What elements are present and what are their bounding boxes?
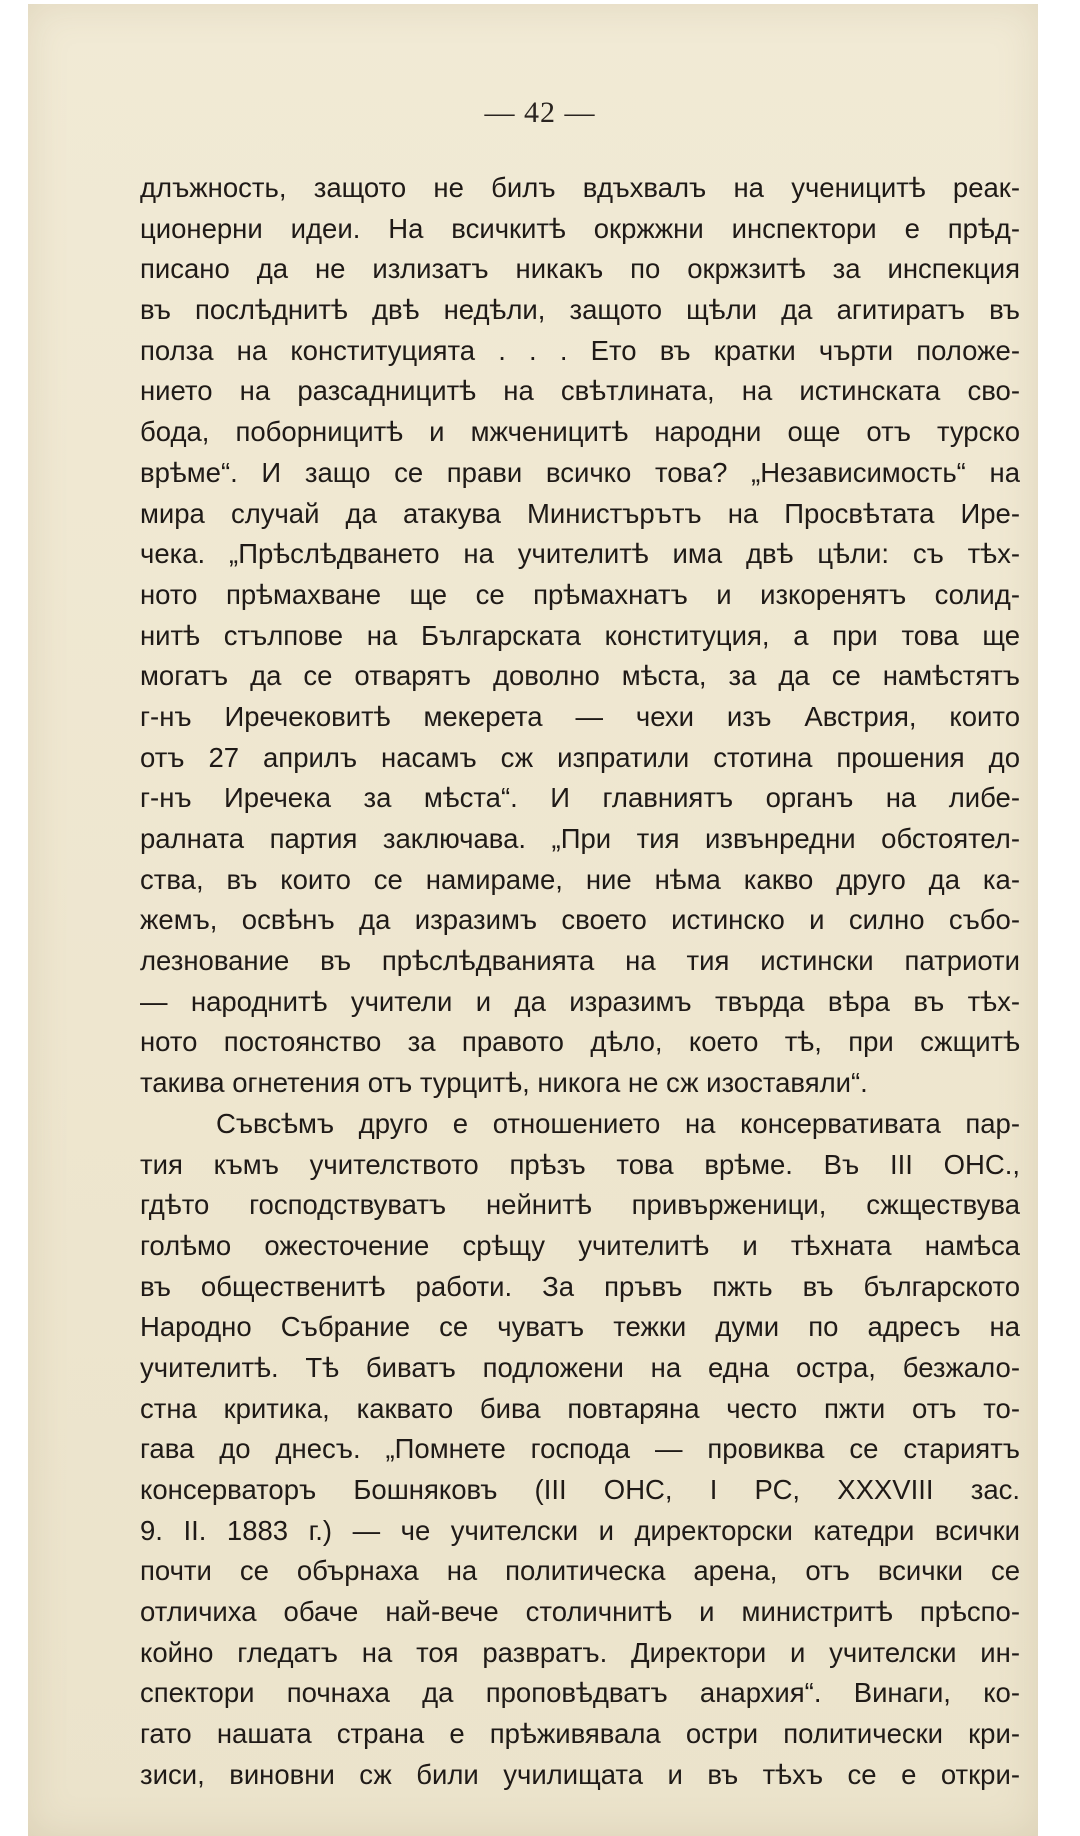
text-line: бода, поборницитѣ и мжченицитѣ народни още отъ турско (140, 416, 1020, 448)
text-line: тия къмъ учителството прѣзъ това врѣме. Въ III ОНС., (140, 1148, 1020, 1180)
text-line: лезнование въ прѣслѣдванията на тия истински патриоти (140, 945, 1020, 977)
text-line: въ послѣднитѣ двѣ недѣли, защото щѣли да агитиратъ въ (140, 294, 1020, 326)
page-number: — 42 — (484, 96, 596, 129)
text-line: отъ 27 априлъ насамъ сж изпратили стотина прошения до (140, 741, 1020, 773)
text-line: Народно Събрание се чуватъ тежки думи по адресъ на (140, 1311, 1020, 1343)
text-line: чека. „Прѣслѣдването на учителитѣ има двѣ цѣли: съ тѣх- (140, 538, 1020, 570)
text-line: — народнитѣ учители и да изразимъ твърда вѣра въ тѣх- (140, 985, 1020, 1017)
text-line: отличиха обаче най-вече столичнитѣ и министритѣ прѣспо- (140, 1596, 1020, 1628)
text-line: зиси, виновни сж били училищата и въ тѣхъ се е откри- (140, 1758, 1020, 1790)
text-line: консерваторъ Бошняковъ (III ОНС, I РС, XXXVIII зас. (140, 1474, 1020, 1505)
text-line: мира случай да атакува Министърътъ на Просвѣтата Ире- (140, 497, 1020, 529)
text-line: Съвсѣмъ друго е отношението на консервативата пар- (216, 1107, 1020, 1139)
body-text (140, 168, 1020, 1796)
text-line: полза на конституцията . . . Ето въ кратки чърти положе- (140, 334, 1020, 366)
text-line: нието на разсадницитѣ на свѣтлината, на истинската сво- (140, 375, 1020, 407)
text-line: врѣме“. И защо се прави всичко това? „Независимость“ на (140, 456, 1020, 488)
text-line: гдѣто господствуватъ нейнитѣ привърженици, сжществува (140, 1189, 1020, 1221)
text-line: нитѣ стълпове на Българската конституция, а при това ще (140, 619, 1020, 651)
text-line: голѣмо ожесточение срѣщу учителитѣ и тѣхната намѣса (140, 1229, 1020, 1261)
text-line: ционерни идеи. На всичкитѣ окржжни инспектори е прѣд- (140, 212, 1020, 244)
text-line: писано да не излизатъ никакъ по окржзитѣ за инспекция (140, 253, 1020, 285)
text-line: длъжность, защото не билъ вдъхвалъ на ученицитѣ реак- (140, 172, 1020, 203)
text-line: спектори почнаха да проповѣдватъ анархия“. Винаги, ко- (140, 1677, 1020, 1709)
text-line: г-нъ Иречековитѣ мекерета — чехи изъ Австрия, които (140, 700, 1020, 732)
text-line: ното постоянство за правото дѣло, което тѣ, при сжщитѣ (140, 1026, 1020, 1058)
text-line: почти се обърнаха на политическа арена, отъ всички се (140, 1555, 1020, 1587)
text-line: ното прѣмахване ще се прѣмахнатъ и изкоренятъ солид- (140, 578, 1020, 610)
text-line: такива огнетения отъ турцитѣ, никога не сж изоставяли“. (140, 1067, 868, 1099)
text-line: жемъ, освѣнъ да изразимъ своето истинско и силно събо- (140, 904, 1020, 936)
text-line: ралната партия заключава. „При тия извънредни обстоятел- (140, 823, 1020, 854)
text-line: г-нъ Иречека за мѣста“. И главниятъ органъ на либе- (140, 782, 1020, 814)
text-line: 9. II. 1883 г.) — че учителски и директорски катедри всички (140, 1514, 1020, 1546)
text-line: могатъ да се отварятъ доволно мѣста, за да се намѣстятъ (140, 660, 1020, 692)
text-line: гава до днесъ. „Помнете господа — провиква се стариятъ (140, 1433, 1020, 1465)
text-line: гато нашата страна е прѣживявала остри политически кри- (140, 1718, 1020, 1750)
text-line: въ общественитѣ работи. За пръвъ пжть въ българското (140, 1270, 1020, 1302)
text-line: койно гледатъ на тоя развратъ. Директори и учителски ин- (140, 1636, 1020, 1668)
text-line: учителитѣ. Тѣ биватъ подложени на една остра, безжало- (140, 1351, 1020, 1383)
text-line: ства, въ които се намираме, ние нѣма какво друго да ка- (140, 863, 1020, 895)
text-line: стна критика, каквато бива повтаряна често пжти отъ то- (140, 1392, 1020, 1424)
